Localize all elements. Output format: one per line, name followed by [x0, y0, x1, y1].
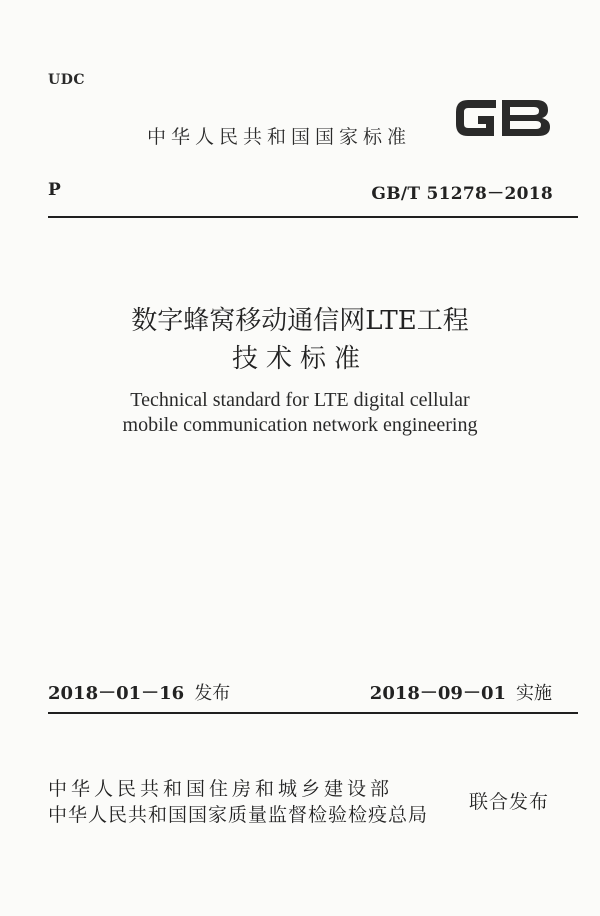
issue-date-block — [48, 679, 230, 705]
implementation-date-block — [370, 679, 552, 705]
udc-label: UDC — [48, 72, 85, 88]
publisher-line2: 中华人民共和国国家质量监督检验检疫总局 — [48, 804, 429, 826]
joint-publication-label: 联合发布 — [469, 791, 550, 813]
title-english-line1: Technical standard for LTE digital cellular — [130, 389, 470, 411]
issue-date: 2018－01－16 — [48, 683, 185, 704]
title-english-line2: mobile communication network engineering — [122, 414, 478, 436]
footer-divider — [48, 712, 578, 714]
implementation-date: 2018－09－01 — [369, 683, 506, 704]
gb-logo — [450, 92, 554, 144]
classification-code: P — [48, 180, 61, 200]
title-chinese-line2: 技术标准 — [231, 344, 368, 374]
implementation-label: 实施 — [516, 683, 552, 704]
national-standard-heading: 中华人民共和国国家标准 — [147, 126, 412, 148]
standard-number: GB/T 51278－2018 — [371, 184, 553, 204]
publisher-line1: 中华人民共和国住房和城乡建设部 — [48, 778, 394, 800]
title-chinese-line1: 数字蜂窝移动通信网LTE工程 — [131, 306, 469, 336]
issue-label: 发布 — [194, 683, 231, 704]
header-divider — [48, 216, 578, 218]
